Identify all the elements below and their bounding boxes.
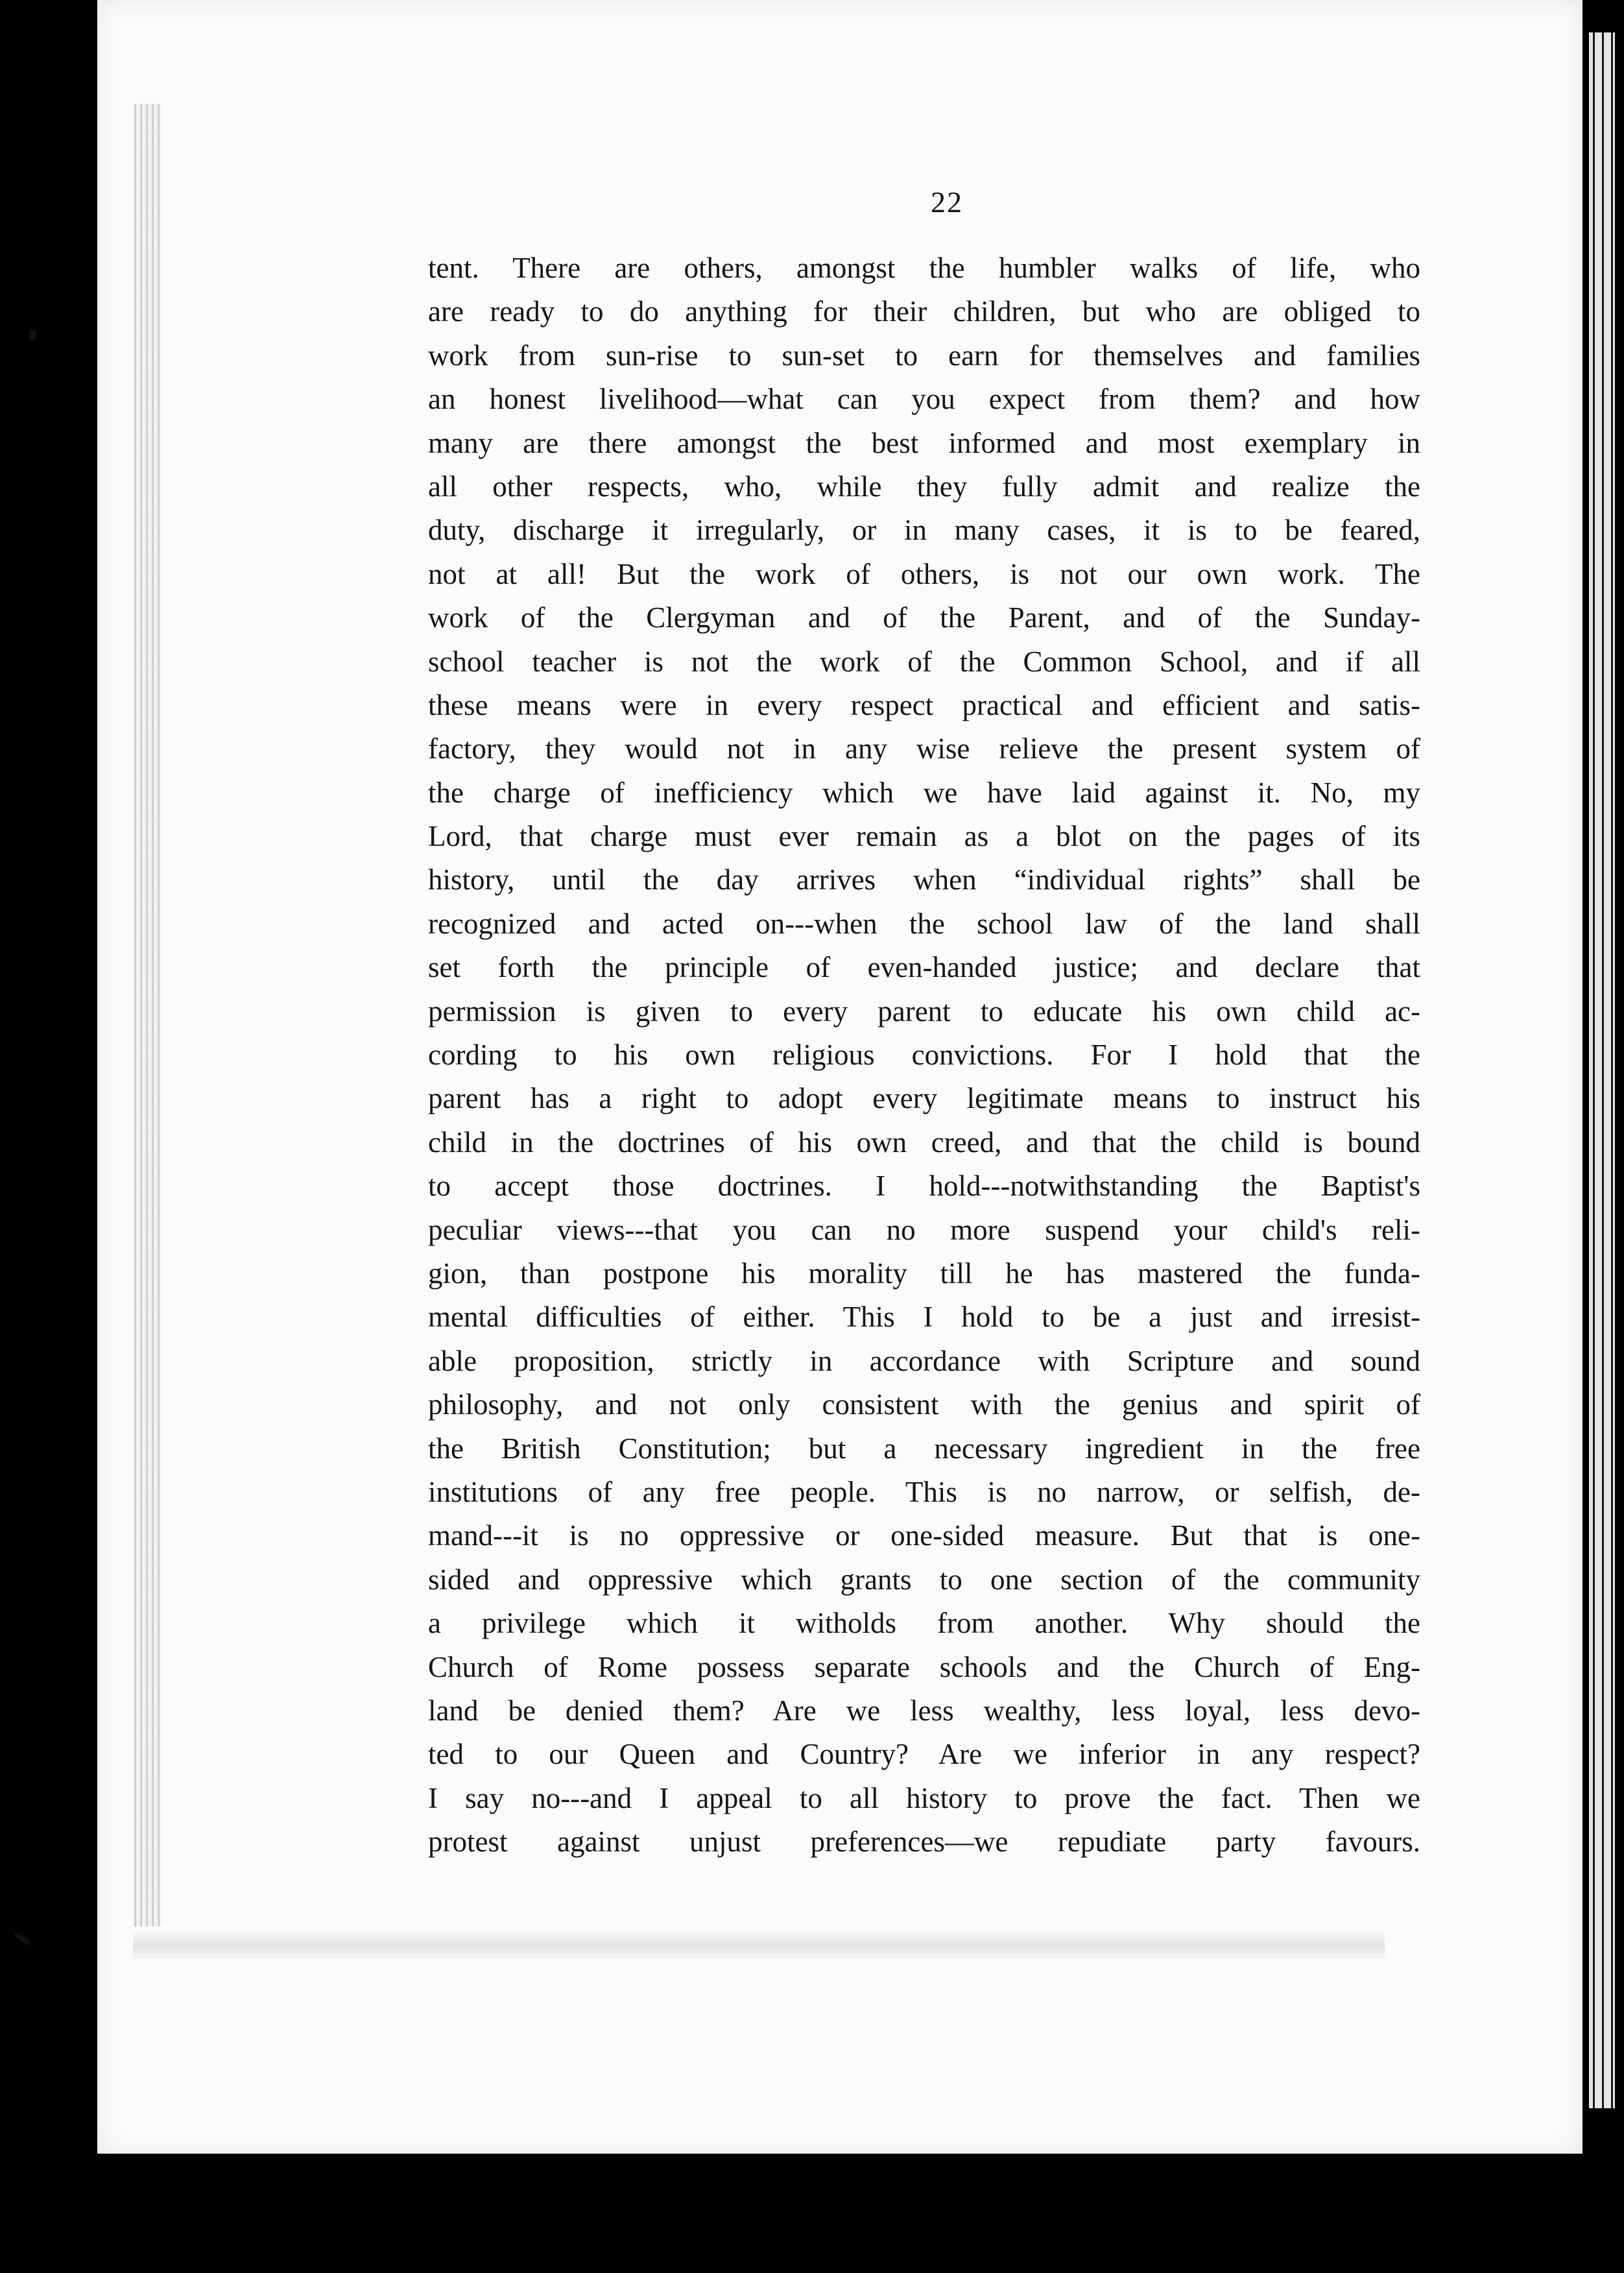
text-line: cording to his own religious convictions. For I hold that the bbox=[428, 1039, 1420, 1072]
text-line: a privilege which it witholds from another. Why should the bbox=[428, 1607, 1420, 1640]
text-line: mental difficulties of either. This I hold to be a just and irresist- bbox=[428, 1301, 1420, 1334]
text-line: Church of Rome possess separate schools and the Church of Eng- bbox=[428, 1650, 1420, 1683]
text-line: permission is given to every parent to educate his own child ac- bbox=[428, 994, 1420, 1028]
scan-speck bbox=[29, 330, 36, 340]
text-line: mand---it is no oppressive or one-sided measure. But that is one- bbox=[428, 1519, 1420, 1552]
text-line: all other respects, who, while they fully admit and realize the bbox=[428, 470, 1420, 503]
text-line: sided and oppressive which grants to one section of the community bbox=[428, 1563, 1420, 1596]
text-line: an honest livelihood—what can you expect from them? and how bbox=[428, 383, 1420, 416]
page-edge-stack bbox=[133, 104, 162, 1940]
page-bottom-edge bbox=[133, 1927, 1385, 1959]
text-line: philosophy, and not only consistent with the genius and spirit of bbox=[428, 1388, 1420, 1421]
text-line: protest against unjust preferences—we repudiate party favours. bbox=[428, 1825, 1420, 1858]
text-line: child in the doctrines of his own creed, and that the child is bound bbox=[428, 1125, 1420, 1159]
text-line: tent. There are others, amongst the humbler walks of life, who bbox=[428, 252, 1420, 284]
scan-margin-left bbox=[0, 0, 97, 2273]
text-line: work from sun-rise to sun-set to earn for themselves and families bbox=[428, 339, 1420, 372]
text-line: many are there amongst the best informed and most exemplary in bbox=[428, 426, 1420, 459]
text-line: peculiar views---that you can no more suspend your child's reli- bbox=[428, 1213, 1420, 1246]
text-line: the British Constitution; but a necessary ingredient in the free bbox=[428, 1432, 1420, 1465]
text-line: set forth the principle of even-handed justice; and declare that bbox=[428, 951, 1420, 984]
binding-strip bbox=[1589, 32, 1615, 2108]
text-line: Lord, that charge must ever remain as a blot on the pages of its bbox=[428, 820, 1420, 853]
text-line: recognized and acted on---when the school law of the land shall bbox=[428, 907, 1420, 940]
text-line: land be denied them? Are we less wealthy, less loyal, less devo- bbox=[428, 1694, 1420, 1727]
text-line: gion, than postpone his morality till he has mastered the funda- bbox=[428, 1257, 1420, 1290]
text-line: to accept those doctrines. I hold---notwithstanding the Baptist's bbox=[428, 1170, 1420, 1203]
text-line: factory, they would not in any wise relieve the present system of bbox=[428, 732, 1420, 765]
text-line: duty, discharge it irregularly, or in many cases, it is to be feared, bbox=[428, 514, 1420, 547]
body-text bbox=[428, 247, 1420, 1864]
text-line: are ready to do anything for their children, but who are obliged to bbox=[428, 295, 1420, 328]
text-line: history, until the day arrives when “individual rights” shall be bbox=[428, 863, 1420, 896]
text-line: I say no---and I appeal to all history to prove the fact. Then we bbox=[428, 1781, 1420, 1814]
text-line: school teacher is not the work of the Common School, and if all bbox=[428, 645, 1420, 678]
text-line: institutions of any free people. This is no narrow, or selfish, de- bbox=[428, 1475, 1420, 1508]
text-line: work of the Clergyman and of the Parent, and of the Sunday- bbox=[428, 601, 1420, 634]
text-line: not at all! But the work of others, is not our own work. The bbox=[428, 557, 1420, 590]
text-line: parent has a right to adopt every legitimate means to instruct his bbox=[428, 1082, 1420, 1115]
text-line: ted to our Queen and Country? Are we inferior in any respect? bbox=[428, 1738, 1420, 1771]
text-line: the charge of inefficiency which we have laid against it. No, my bbox=[428, 776, 1420, 809]
text-line: these means were in every respect practical and efficient and satis- bbox=[428, 688, 1420, 721]
page-number: 22 bbox=[931, 186, 963, 219]
text-line: able proposition, strictly in accordance with Scripture and sound bbox=[428, 1344, 1420, 1377]
